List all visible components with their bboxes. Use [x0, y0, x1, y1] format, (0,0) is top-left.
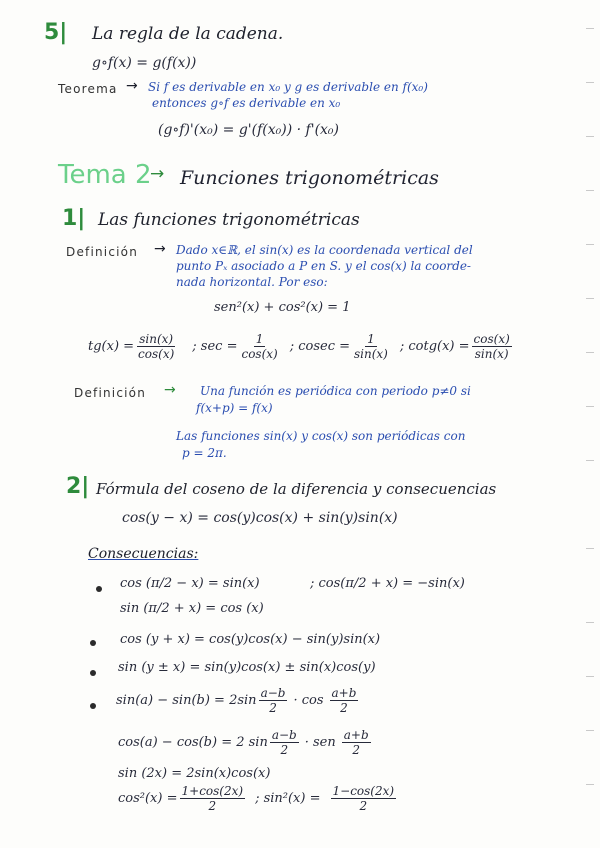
tema-2-title: Funciones trigonométricas [180, 167, 439, 189]
c7-den: 2 [208, 799, 217, 813]
tg-num: sin(x) [139, 332, 174, 346]
definition-1-line-3: nada horizontal. Por eso: [176, 275, 328, 289]
consequence-1c: sin (π/2 + x) = cos (x) [120, 601, 264, 616]
c4-mid: · cos [293, 693, 324, 708]
c5-fraction-1 [270, 728, 299, 757]
bullet-2 [90, 640, 96, 646]
consequences-label: Consecuencias: [88, 546, 199, 562]
definition-2-line-3: Las funciones sin(x) y cos(x) son periódicas con [176, 429, 466, 443]
cosec-lhs: ; cosec = [289, 339, 350, 354]
composition-formula: g∘f(x) = g(f(x)) [92, 55, 197, 71]
sec-num: 1 [255, 332, 264, 346]
theorem-arrow: → [126, 78, 138, 94]
c5-mid: · sen [304, 735, 336, 750]
c4-f2-den: 2 [340, 701, 348, 715]
cosine-difference-formula: cos(y − x) = cos(y)cos(x) + sin(y)sin(x) [122, 510, 398, 526]
section-1-number: 1| [62, 206, 86, 231]
definition-2-arrow: → [164, 382, 176, 398]
definition-2-line-4: p = 2π. [182, 446, 227, 460]
cotg-fraction [472, 332, 512, 361]
cosec-fraction [352, 332, 390, 361]
tg-den: cos(x) [138, 347, 175, 361]
c7-mid: ; sin²(x) = [255, 791, 321, 806]
c5-f2-den: 2 [352, 743, 361, 757]
section-2-number: 2| [66, 474, 90, 499]
consequence-7 [118, 784, 398, 813]
c5-f1-den: 2 [280, 743, 289, 757]
definition-2-line-2: f(x+p) = f(x) [196, 401, 273, 415]
theorem-line-1: Si f es derivable en x₀ y g es derivable en f(x₀) [148, 80, 428, 94]
margin-tick [586, 730, 594, 731]
definition-2-line-1: Una función es periódica con periodo p≠0 si [200, 384, 471, 398]
c5-fraction-2 [342, 728, 371, 757]
margin-tick [586, 676, 594, 677]
sec-fraction [239, 332, 279, 361]
section-5-title: La regla de la cadena. [92, 24, 284, 44]
margin-tick [586, 406, 594, 407]
section-5-number: 5| [44, 20, 68, 45]
definition-1-line-2: punto Pₓ asociado a P en S. y el cos(x) la coorde- [176, 259, 471, 273]
definition-label-1: Definición [66, 245, 138, 259]
c4-f2-num: a+b [331, 686, 357, 700]
consequence-1a: cos (π/2 − x) = sin(x) [120, 576, 260, 591]
definition-1-arrow: → [154, 241, 166, 257]
c7-lhs: cos²(x) = [118, 791, 178, 806]
trig-ratios-row [88, 332, 514, 361]
margin-tick [586, 298, 594, 299]
margin-tick [586, 136, 594, 137]
cotg-lhs: ; cotg(x) = [399, 339, 470, 354]
margin-tick [586, 548, 594, 549]
c4-f1-den: 2 [269, 701, 277, 715]
consequence-1b: ; cos(π/2 + x) = −sin(x) [310, 576, 465, 591]
consequence-5 [118, 728, 373, 757]
pythagorean-identity: sen²(x) + cos²(x) = 1 [214, 300, 351, 315]
c4-lhs: sin(a) − sin(b) = 2sin [116, 693, 257, 708]
sec-den: cos(x) [241, 347, 278, 361]
c4-f1-num: a−b [260, 686, 286, 700]
cosec-num: 1 [367, 332, 375, 346]
consequence-3: sin (y ± x) = sin(y)cos(x) ± sin(x)cos(y) [118, 660, 376, 675]
c7-fraction-1 [180, 784, 246, 813]
c5-lhs: cos(a) − cos(b) = 2 sin [118, 735, 268, 750]
margin-tick [586, 190, 594, 191]
tema-2-arrow: → [150, 164, 165, 184]
consequence-6: sin (2x) = 2sin(x)cos(x) [118, 766, 271, 781]
bullet-3 [90, 670, 96, 676]
margin-tick [586, 622, 594, 623]
sec-lhs: ; sec = [192, 339, 238, 354]
definition-1-line-1: Dado x∈ℝ, el sin(x) es la coordenada vertical del [176, 243, 473, 257]
tg-fraction [136, 332, 176, 361]
margin-tick [586, 784, 594, 785]
tg-lhs: tg(x) = [88, 339, 135, 354]
consequence-2: cos (y + x) = cos(y)cos(x) − sin(y)sin(x) [120, 632, 381, 647]
cotg-den: sin(x) [474, 347, 509, 361]
tema-2-label: Tema 2 [58, 160, 152, 190]
bullet-4 [90, 703, 96, 709]
c7-num2: 1−cos(2x) [332, 784, 395, 798]
consequence-4 [116, 686, 360, 715]
section-2-title: Fórmula del coseno de la diferencia y consecuencias [96, 480, 497, 498]
c5-f1-num: a−b [271, 728, 297, 742]
theorem-label: Teorema [58, 82, 118, 96]
margin-tick [586, 352, 594, 353]
theorem-formula: (g∘f)'(x₀) = g'(f(x₀)) · f'(x₀) [158, 122, 340, 138]
section-1-title: Las funciones trigonométricas [98, 210, 360, 230]
c4-fraction-1 [259, 686, 288, 715]
cosec-den: sin(x) [354, 347, 388, 361]
margin-tick [586, 82, 594, 83]
margin-tick [586, 244, 594, 245]
c7-den2: 2 [359, 799, 368, 813]
c4-fraction-2 [330, 686, 359, 715]
definition-label-2: Definición [74, 386, 146, 400]
bullet-1 [96, 586, 102, 592]
c7-fraction-2 [331, 784, 397, 813]
cotg-num: cos(x) [473, 332, 510, 346]
c7-num: 1+cos(2x) [181, 784, 244, 798]
margin-tick [586, 460, 594, 461]
theorem-line-2: entonces g∘f es derivable en x₀ [152, 96, 341, 110]
c5-f2-num: a+b [343, 728, 369, 742]
margin-tick [586, 28, 594, 29]
